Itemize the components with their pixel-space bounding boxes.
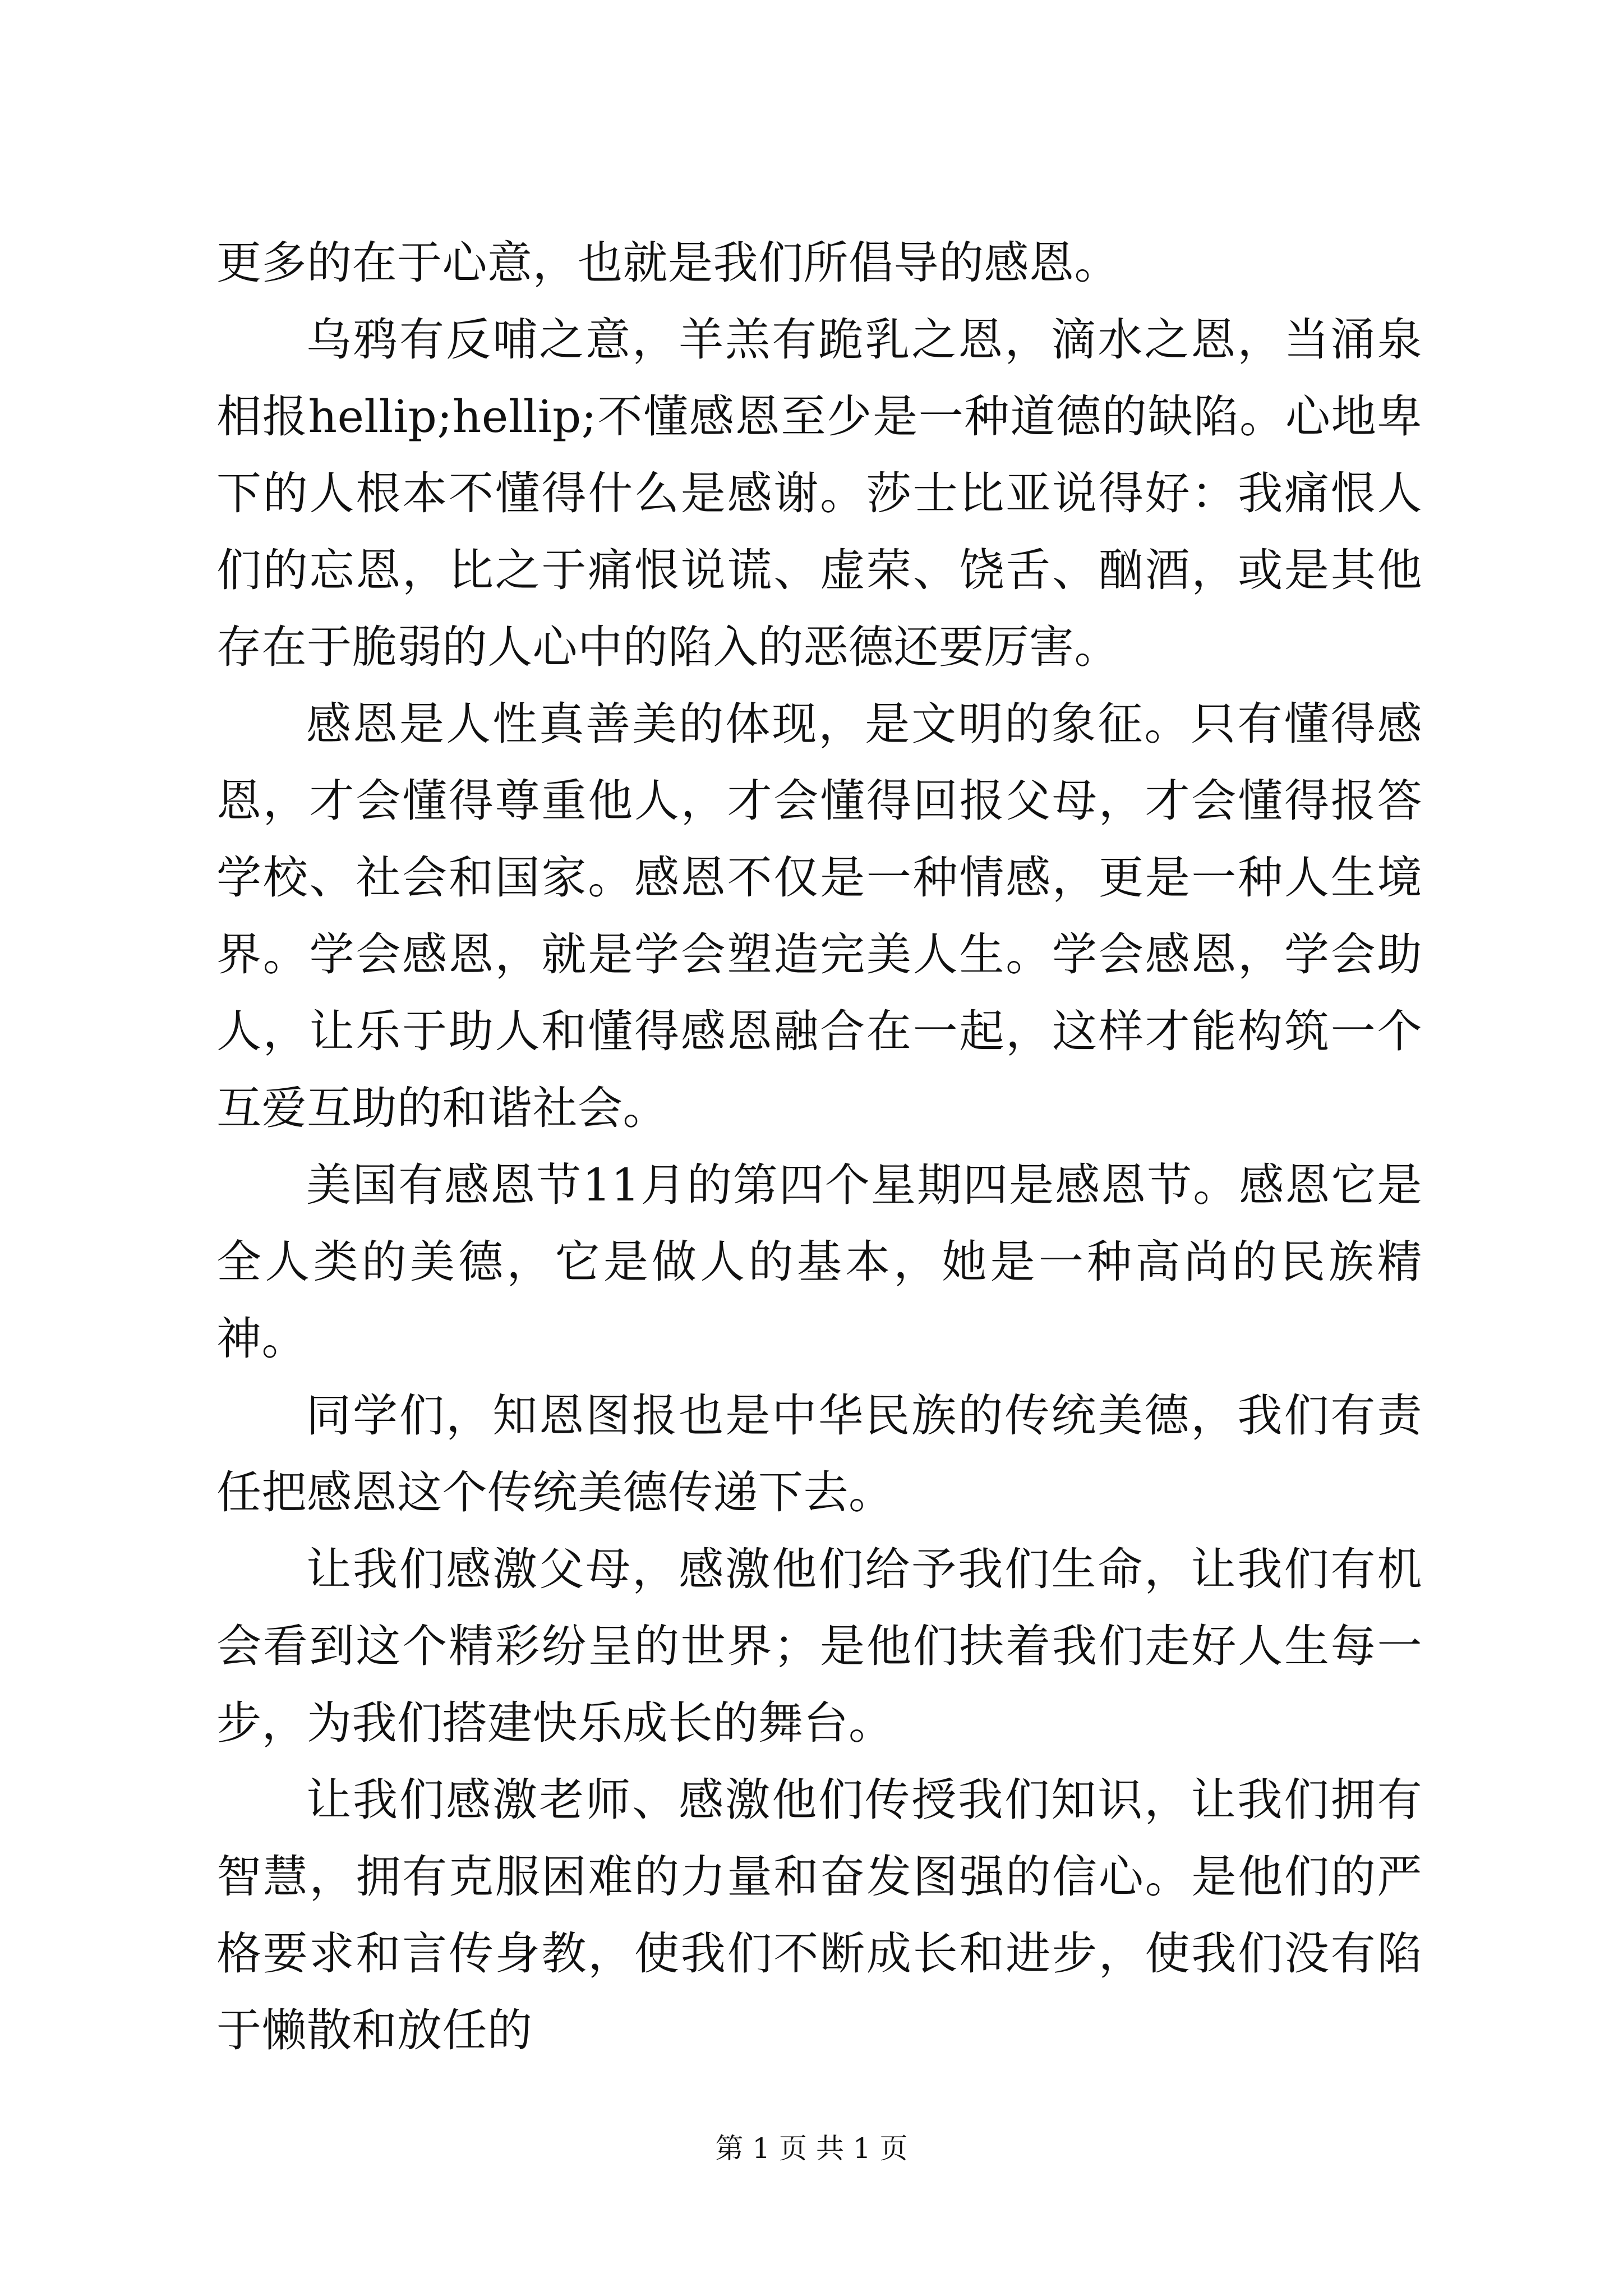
paragraph: 乌鸦有反哺之意，羊羔有跪乳之恩，滴水之恩，当涌泉相报hellip;hellip;不懂感恩至少是一种道德的缺陷。心地卑下的人根本不懂得什么是感谢。莎士比亚说得好：我痛恨人们的忘恩，比之于痛恨说谎、虚荣、饶舌、酗酒，或是其他存在于脆弱的人心中的陷入的恶德还要厉害。 <box>216 314 1422 673</box>
page-footer: 第 1 页 共 1 页 <box>715 2132 908 2165</box>
paragraph: 让我们感激父母，感激他们给予我们生命，让我们有机会看到这个精彩纷呈的世界；是他们扶着我们走好人生每一步，为我们搭建快乐成长的舞台。 <box>216 1543 1422 1749</box>
paragraph: 更多的在于心意，也就是我们所倡导的感恩。 <box>216 237 1119 289</box>
paragraph: 同学们，知恩图报也是中华民族的传统美德，我们有责任把感恩这个传统美德传递下去。 <box>216 1389 1422 1519</box>
body-text <box>216 224 1422 2069</box>
paragraph: 美国有感恩节11月的第四个星期四是感恩节。感恩它是全人类的美德，它是做人的基本，她是一种高尚的民族精神。 <box>216 1159 1422 1365</box>
paragraph: 让我们感激老师、感激他们传授我们知识，让我们拥有智慧，拥有克服困难的力量和奋发图强的信心。是他们的严格要求和言传身教，使我们不断成长和进步，使我们没有陷于懒散和放任的 <box>216 1774 1422 2056</box>
paragraph: 感恩是人性真善美的体现，是文明的象征。只有懂得感恩，才会懂得尊重他人，才会懂得回报父母，才会懂得报答学校、社会和国家。感恩不仅是一种情感，更是一种人生境界。学会感恩，就是学会塑造完美人生。学会感恩，学会助人，让乐于助人和懂得感恩融合在一起，这样才能构筑一个互爱互助的和谐社会。 <box>216 698 1422 1134</box>
